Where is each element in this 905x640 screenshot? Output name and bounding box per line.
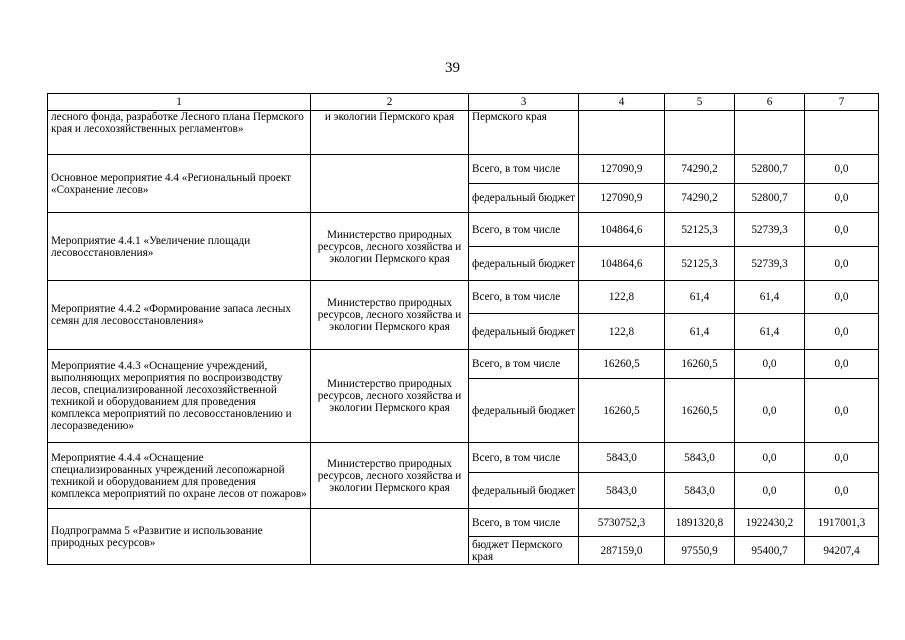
value-cell xyxy=(805,111,879,155)
value-cell: 61,4 xyxy=(735,281,805,314)
value-cell: 52125,3 xyxy=(665,247,735,281)
budget-table xyxy=(47,93,879,565)
value-cell: 0,0 xyxy=(735,443,805,473)
value-cell: 5730752,3 xyxy=(579,509,665,537)
value-cell: 52800,7 xyxy=(735,155,805,184)
value-cell xyxy=(735,111,805,155)
value-cell: 5843,0 xyxy=(665,443,735,473)
value-cell: 94207,4 xyxy=(805,537,879,565)
measure-name: Мероприятие 4.4.3 «Оснащение учреждений, выполняющих мероприятия по воспроизводству лесов, специализированной лесохозяйственной техникой и оборудованием для проведения комплекса мероприятий по лесовосстановлению и лесоразведению» xyxy=(48,350,311,443)
value-cell: 0,0 xyxy=(805,281,879,314)
value-cell xyxy=(579,111,665,155)
executor xyxy=(311,155,469,213)
funding-source: Всего, в том числе xyxy=(469,155,579,184)
executor: и экологии Пермского края xyxy=(311,111,469,155)
value-cell: 0,0 xyxy=(735,379,805,443)
value-cell: 61,4 xyxy=(735,314,805,350)
funding-source: Всего, в том числе xyxy=(469,350,579,379)
value-cell: 287159,0 xyxy=(579,537,665,565)
header-cell: 7 xyxy=(805,94,879,111)
value-cell: 16260,5 xyxy=(579,350,665,379)
funding-source: Всего, в том числе xyxy=(469,443,579,473)
header-cell: 6 xyxy=(735,94,805,111)
funding-source: бюджет Пермского края xyxy=(469,537,579,565)
measure-name: Мероприятие 4.4.2 «Формирование запаса лесных семян для лесовосстановления» xyxy=(48,281,311,350)
value-cell: 74290,2 xyxy=(665,155,735,184)
header-cell: 3 xyxy=(469,94,579,111)
value-cell: 122,8 xyxy=(579,281,665,314)
table-row xyxy=(48,443,879,473)
measure-name: Мероприятие 4.4.1 «Увеличение площади лесовосстановления» xyxy=(48,213,311,281)
executor xyxy=(311,509,469,565)
value-cell: 104864,6 xyxy=(579,247,665,281)
value-cell: 0,0 xyxy=(805,443,879,473)
value-cell: 0,0 xyxy=(805,155,879,184)
funding-source: Всего, в том числе xyxy=(469,213,579,247)
value-cell: 95400,7 xyxy=(735,537,805,565)
value-cell: 74290,2 xyxy=(665,184,735,213)
value-cell: 5843,0 xyxy=(579,443,665,473)
value-cell: 127090,9 xyxy=(579,155,665,184)
value-cell: 16260,5 xyxy=(665,379,735,443)
table-row xyxy=(48,281,879,314)
table-row xyxy=(48,509,879,537)
table-row xyxy=(48,155,879,184)
funding-source: федеральный бюджет xyxy=(469,473,579,509)
value-cell: 16260,5 xyxy=(579,379,665,443)
value-cell: 122,8 xyxy=(579,314,665,350)
header-cell: 2 xyxy=(311,94,469,111)
executor: Министерство природных ресурсов, лесного хозяйства и экологии Пермского края xyxy=(311,281,469,350)
continuation-row xyxy=(48,111,879,155)
value-cell: 0,0 xyxy=(805,350,879,379)
value-cell: 127090,9 xyxy=(579,184,665,213)
value-cell: 0,0 xyxy=(735,473,805,509)
executor: Министерство природных ресурсов, лесного хозяйства и экологии Пермского края xyxy=(311,350,469,443)
value-cell: 52739,3 xyxy=(735,247,805,281)
funding-source: федеральный бюджет xyxy=(469,184,579,213)
value-cell: 0,0 xyxy=(805,473,879,509)
value-cell: 1917001,3 xyxy=(805,509,879,537)
executor: Министерство природных ресурсов, лесного хозяйства и экологии Пермского края xyxy=(311,213,469,281)
funding-source: Всего, в том числе xyxy=(469,281,579,314)
value-cell: 0,0 xyxy=(805,247,879,281)
value-cell: 61,4 xyxy=(665,281,735,314)
value-cell: 0,0 xyxy=(805,213,879,247)
header-cell: 5 xyxy=(665,94,735,111)
value-cell: 0,0 xyxy=(805,184,879,213)
value-cell: 1922430,2 xyxy=(735,509,805,537)
value-cell: 0,0 xyxy=(805,314,879,350)
value-cell xyxy=(665,111,735,155)
measure-name: Основное мероприятие 4.4 «Региональный проект «Сохранение лесов» xyxy=(48,155,311,213)
value-cell: 0,0 xyxy=(805,379,879,443)
measure-name: Мероприятие 4.4.4 «Оснащение специализированных учреждений лесопожарной техникой и оборудованием для проведения комплекса мероприятий по охране лесов от пожаров» xyxy=(48,443,311,509)
measure-name: Подпрограмма 5 «Развитие и использование природных ресурсов» xyxy=(48,509,311,565)
value-cell: 16260,5 xyxy=(665,350,735,379)
executor: Министерство природных ресурсов, лесного хозяйства и экологии Пермского края xyxy=(311,443,469,509)
value-cell: 5843,0 xyxy=(579,473,665,509)
value-cell: 52800,7 xyxy=(735,184,805,213)
value-cell: 97550,9 xyxy=(665,537,735,565)
value-cell: 104864,6 xyxy=(579,213,665,247)
header-row xyxy=(48,94,879,111)
page-number: 39 xyxy=(445,60,460,76)
value-cell: 61,4 xyxy=(665,314,735,350)
value-cell: 52125,3 xyxy=(665,213,735,247)
funding-source: федеральный бюджет xyxy=(469,379,579,443)
header-cell: 1 xyxy=(48,94,311,111)
measure-name: лесного фонда, разработке Лесного плана Пермского края и лесохозяйственных регламентов» xyxy=(48,111,311,155)
funding-source: федеральный бюджет xyxy=(469,247,579,281)
funding-source: федеральный бюджет xyxy=(469,314,579,350)
value-cell: 5843,0 xyxy=(665,473,735,509)
funding-source: Пермского края xyxy=(469,111,579,155)
value-cell: 0,0 xyxy=(735,350,805,379)
table-row xyxy=(48,213,879,247)
value-cell: 52739,3 xyxy=(735,213,805,247)
funding-source: Всего, в том числе xyxy=(469,509,579,537)
value-cell: 1891320,8 xyxy=(665,509,735,537)
table-row xyxy=(48,350,879,379)
header-cell: 4 xyxy=(579,94,665,111)
